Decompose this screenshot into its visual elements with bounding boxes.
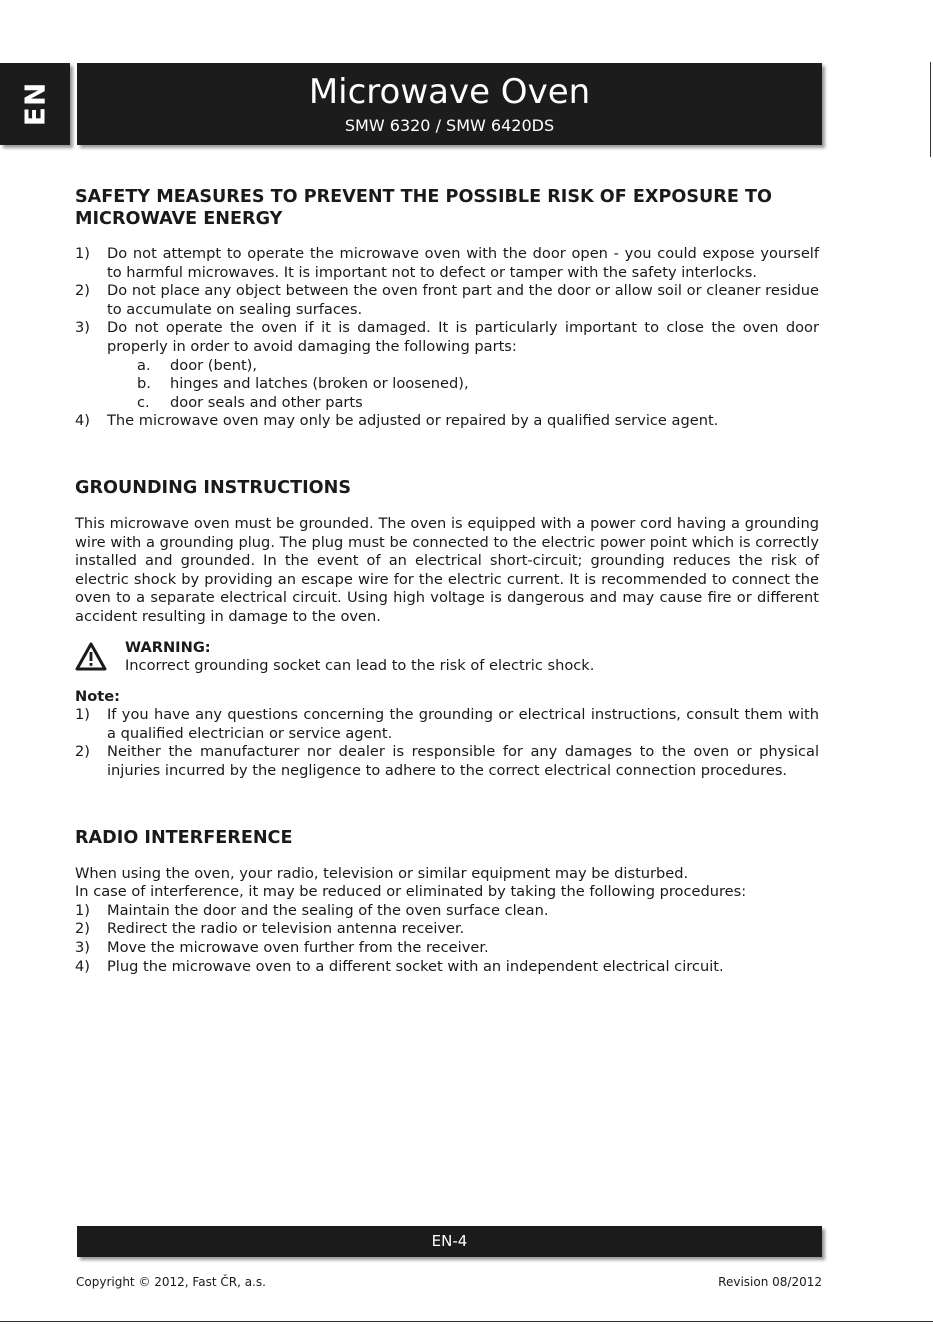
note-item: 1) If you have any questions concerning the grounding or electrical instructions, consult them with a qualified electrician or service agent. [75, 706, 819, 742]
revision-label: Revision 08/2012 [718, 1275, 822, 1289]
safety-heading: SAFETY MEASURES TO PREVENT THE POSSIBLE RISK OF EXPOSURE TO MICROWAVE ENERGY [75, 187, 772, 229]
radio-item: 1) Maintain the door and the sealing of the oven surface clean. [75, 901, 549, 919]
safety-sub-item: a. door (bent), [137, 356, 257, 374]
grounding-heading: GROUNDING INSTRUCTIONS [75, 477, 351, 498]
language-tab [0, 63, 70, 145]
copyright-notice: Copyright © 2012, Fast ČR, a.s. [76, 1275, 266, 1289]
warning-label: WARNING: [125, 638, 211, 656]
bottom-edge-line [0, 1321, 933, 1322]
document-body [75, 186, 819, 976]
note-item: 2) Neither the manufacturer nor dealer is responsible for any damages to the oven or physical injuries incurred by the negligence to adhere to the correct electrical connection procedures. [75, 743, 819, 780]
safety-item: 2) Do not place any object between the oven front part and the door or allow soil or cleaner residue to accumulate on sealing surfaces. [75, 282, 819, 318]
radio-intro: In case of interference, it may be reduced or eliminated by taking the following procedures: [75, 883, 747, 901]
model-number: SMW 6320 / SMW 6420DS [344, 116, 555, 135]
grounding-paragraph: This microwave oven must be grounded. The oven is equipped with a power cord having a grounding wire with a grounding plug. The plug must be connected to the electric power point which is correctly installed and grounded. In the event of an electrical short-circuit; grounding reduces the risk of electric shock by providing an escape wire for the electric current. It is recommended to connect the oven to a separate electrical circuit. Using high voltage is dangerous and may cause fire or different accident resulting in damage to the oven. [75, 514, 819, 625]
safety-section [75, 186, 819, 431]
warning-text: Incorrect grounding socket can lead to the risk of electric shock. [125, 657, 595, 675]
radio-section [75, 827, 819, 977]
note-label: Note: [75, 687, 120, 705]
radio-intro: When using the oven, your radio, television or similar equipment may be disturbed. [75, 864, 689, 882]
warning-triangle-icon [75, 642, 107, 677]
safety-item: 4) The microwave oven may only be adjusted or repaired by a qualified service agent. [75, 412, 719, 430]
page-edge-mark [930, 62, 931, 157]
radio-heading: RADIO INTERFERENCE [75, 827, 293, 848]
warning-block [75, 639, 819, 676]
language-label: EN [18, 81, 52, 127]
title-bar [77, 63, 822, 145]
radio-item: 4) Plug the microwave oven to a different socket with an independent electrical circuit. [75, 957, 724, 975]
radio-item: 3) Move the microwave oven further from the receiver. [75, 939, 489, 957]
page-number: EN-4 [431, 1232, 468, 1250]
safety-item: 3) Do not operate the oven if it is damaged. It is particularly important to close the oven door properly in order to avoid damaging the following parts: [75, 319, 819, 355]
grounding-section [75, 477, 819, 781]
page-number-bar [77, 1226, 822, 1257]
safety-sub-item: b. hinges and latches (broken or loosened), [137, 375, 469, 393]
safety-item: 1) Do not attempt to operate the microwave oven with the door open - you could expose yourself to harmful microwaves. It is important not to defect or tamper with the safety interlocks. [75, 245, 819, 281]
radio-item: 2) Redirect the radio or television antenna receiver. [75, 920, 465, 938]
page-title: Microwave Oven [308, 72, 591, 112]
safety-sub-item: c. door seals and other parts [137, 393, 363, 411]
